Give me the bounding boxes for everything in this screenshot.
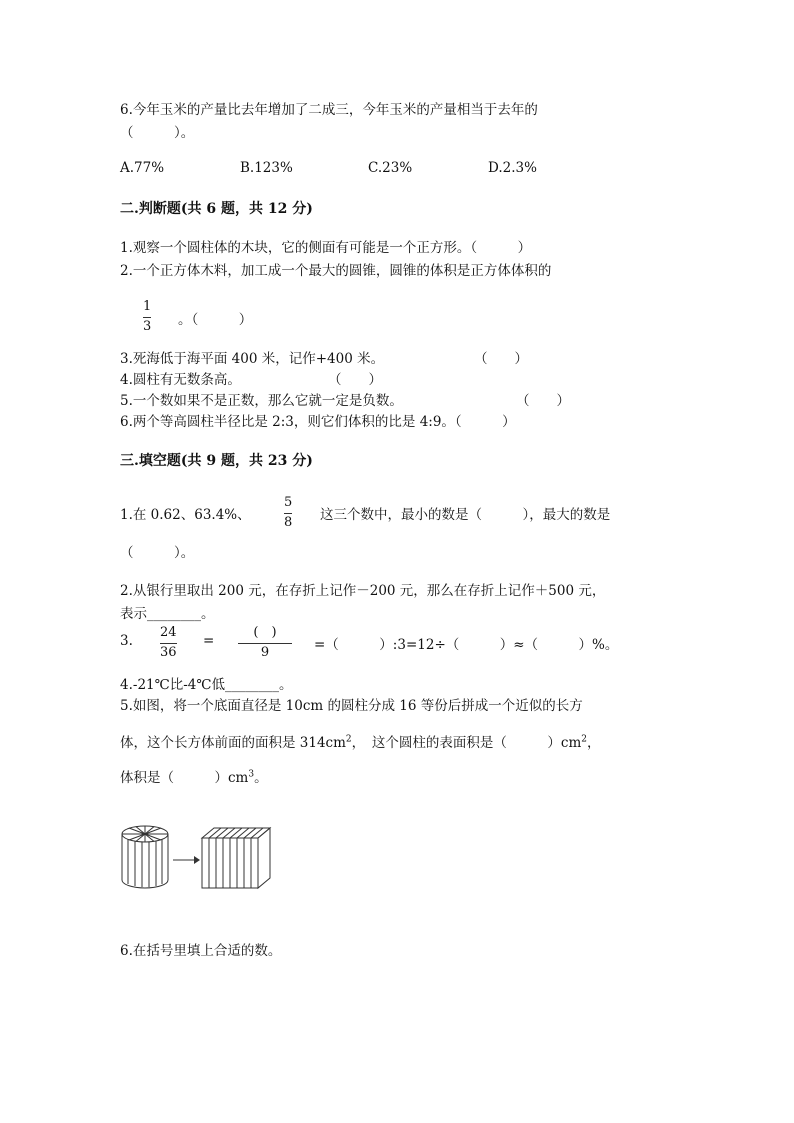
fill-q5-line2 xyxy=(120,731,601,751)
fill-q5-line1: 5.如图，将一个底面直径是 10cm 的圆柱分成 16 等份后拼成一个近似的长方 xyxy=(120,698,583,714)
judge-item-2: 2.一个正方体木料，加工成一个最大的圆锥，圆锥的体积是正方体体积的 xyxy=(120,263,552,279)
fill-q5-text-c: ， xyxy=(587,735,601,751)
fill-q5-text-d: 体积是（ ）cm xyxy=(120,770,249,786)
fill-q4: 4.-21℃比-4℃低________。 xyxy=(120,677,293,693)
superscript-2: 2 xyxy=(345,734,352,745)
judge-item-6: 6.两个等高圆柱半径比是 2:3，则它们体积的比是 4:9。（ ） xyxy=(120,414,516,430)
fill-q3-rest: =（ ）:3=12÷（ ）≈（ ）%。 xyxy=(314,637,619,653)
judge-item-4-bracket: （ ） xyxy=(328,372,382,388)
equals-sign: = xyxy=(203,633,215,649)
fraction-denominator: 36 xyxy=(160,645,177,660)
fraction-24-36 xyxy=(160,626,177,660)
fraction-numerator: ( ) xyxy=(253,625,277,640)
fraction-blank-9 xyxy=(238,626,292,660)
judge-item-1: 1.观察一个圆柱体的木块，它的侧面有可能是一个正方形。（ ） xyxy=(120,240,532,256)
fill-q5-text-e: 。 xyxy=(254,770,268,786)
cylinder-to-cuboid-diagram xyxy=(118,818,278,892)
section-title-fill: 三.填空题(共 9 题，共 23 分) xyxy=(120,453,313,469)
fill-q5-line3 xyxy=(120,766,268,786)
superscript-3: 3 xyxy=(248,769,255,780)
fill-q2-line2: 表示________。 xyxy=(120,606,215,622)
fill-q5-text-a: 体，这个长方体前面的面积是 314cm xyxy=(120,735,346,751)
fraction-numerator: 1 xyxy=(143,299,152,314)
fill-q3-number: 3. xyxy=(120,633,133,649)
q6-top-line2: （ ）。 xyxy=(120,125,195,141)
fraction-one-third xyxy=(143,300,151,334)
fill-q1-part-b: 这三个数中，最小的数是（ ），最大的数是 xyxy=(320,507,611,523)
judge-item-3: 3.死海低于海平面 400 米，记作+400 米。 xyxy=(120,351,385,367)
judge-item-5-bracket: （ ） xyxy=(516,393,570,409)
superscript-2: 2 xyxy=(581,734,588,745)
option-c: C.23% xyxy=(368,160,413,176)
fill-q6: 6.在括号里填上合适的数。 xyxy=(120,943,282,959)
cylinder-to-cuboid-figure xyxy=(118,818,278,896)
fill-q1-part-c: （ ）。 xyxy=(120,545,195,561)
option-d: D.2.3% xyxy=(488,160,537,176)
q6-top-line1: 6.今年玉米的产量比去年增加了二成三，今年玉米的产量相当于去年的 xyxy=(120,102,538,118)
fraction-numerator: 5 xyxy=(284,495,293,510)
fraction-denominator: 3 xyxy=(143,319,152,334)
fill-q2-line1: 2.从银行里取出 200 元，在存折上记作－200 元，那么在存折上记作＋500 元， xyxy=(120,583,606,599)
fraction-denominator: 8 xyxy=(284,515,293,530)
judge-item-3-bracket: （ ） xyxy=(474,351,528,367)
fraction-numerator: 24 xyxy=(160,625,177,640)
fraction-denominator: 9 xyxy=(260,645,270,660)
judge-item-2-end: 。（ ） xyxy=(178,312,253,328)
fraction-five-eighths xyxy=(284,496,292,530)
option-b: B.123% xyxy=(240,160,293,176)
option-a: A.77% xyxy=(120,160,165,176)
judge-item-4: 4.圆柱有无数条高。 xyxy=(120,372,241,388)
fill-q5-text-b: ， 这个圆柱的表面积是（ ）cm xyxy=(351,735,582,751)
section-title-judge: 二.判断题(共 6 题，共 12 分) xyxy=(120,201,313,217)
fill-q1-part-a: 1.在 0.62、63.4%、 xyxy=(120,507,251,523)
judge-item-5: 5.一个数如果不是正数，那么它就一定是负数。 xyxy=(120,393,403,409)
